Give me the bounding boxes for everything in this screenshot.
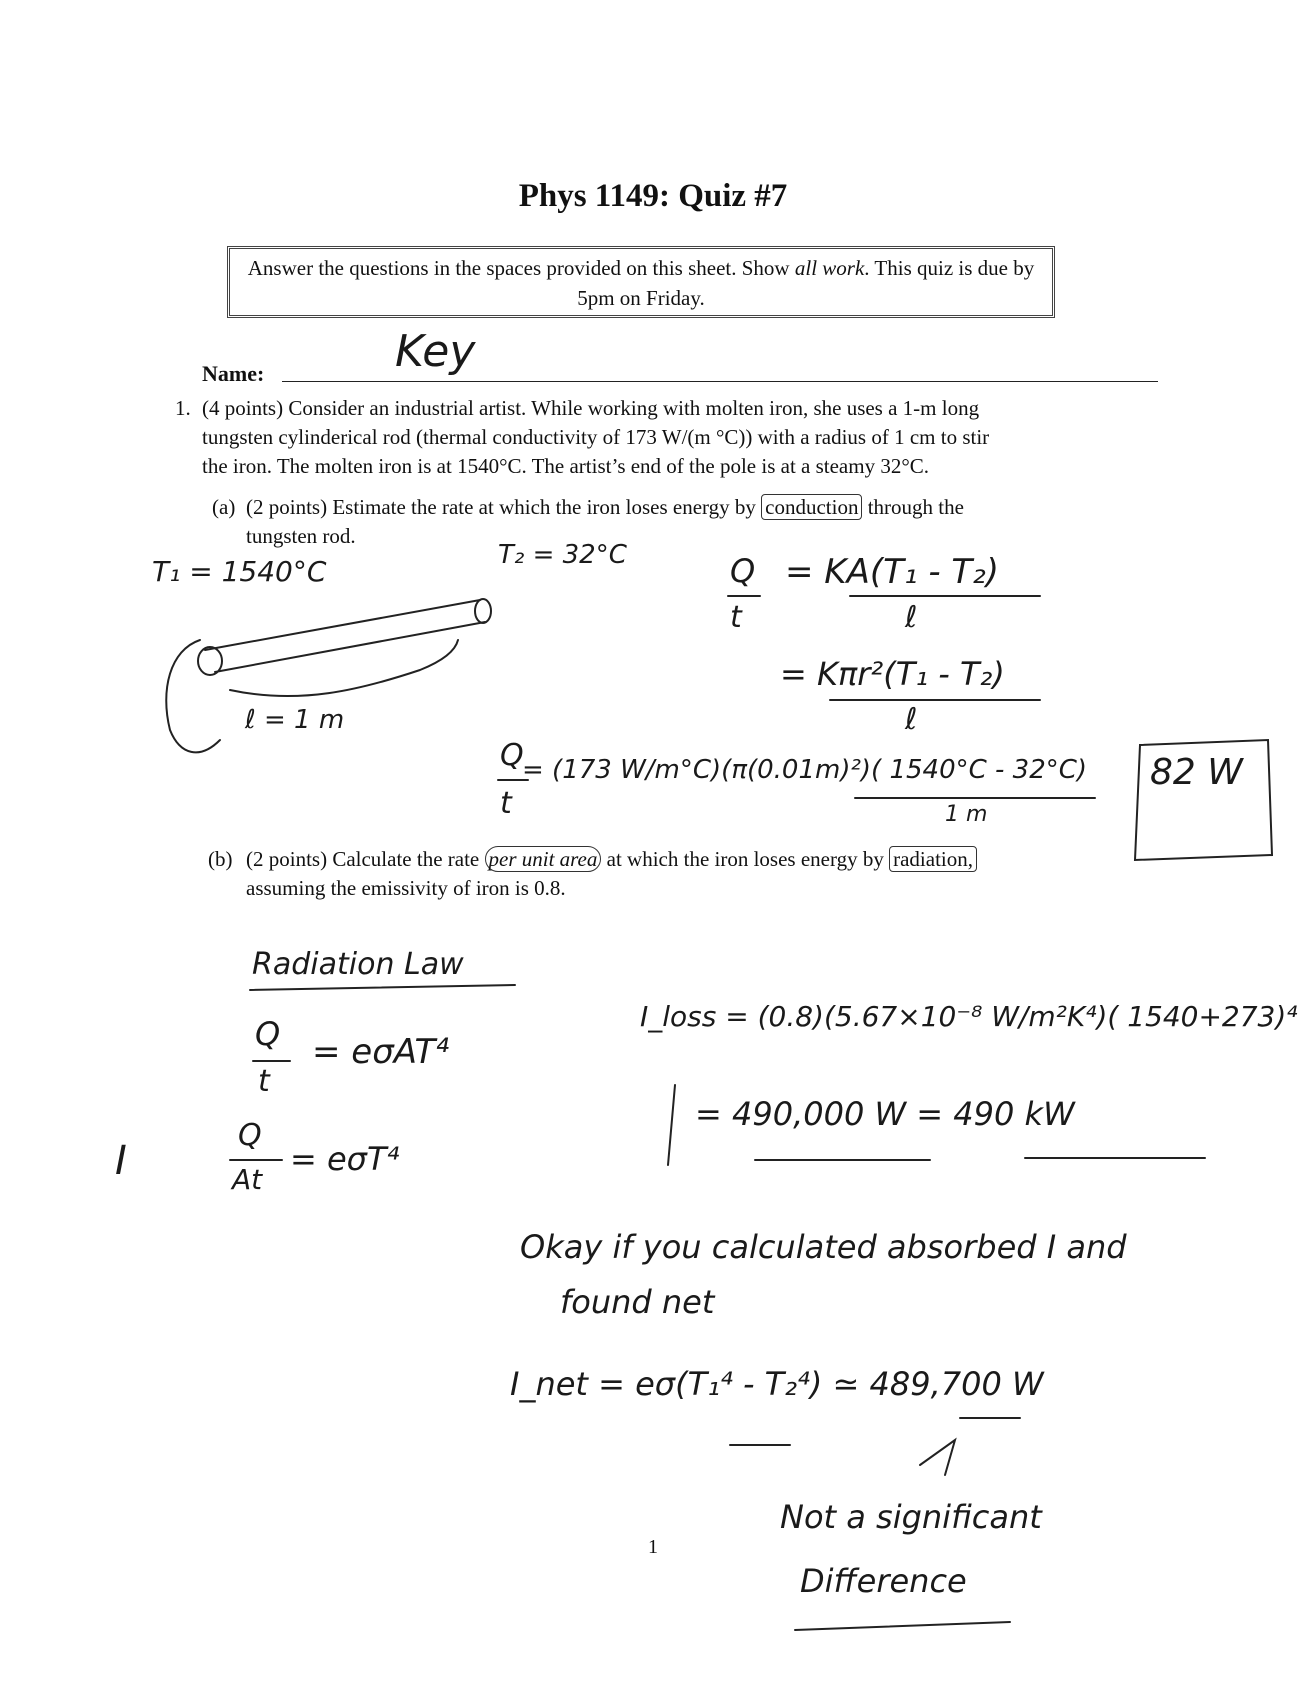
hw-f2-den: ℓ <box>905 702 918 737</box>
hw-f1-num: Q <box>730 552 756 590</box>
part-a-boxed-term: conduction <box>761 494 862 520</box>
iron-blob <box>166 640 220 752</box>
part-a-label: (a) <box>212 495 236 519</box>
hw-rad-formula: = eσAT⁴ <box>312 1032 449 1072</box>
hw-f1-den: t <box>730 600 742 635</box>
name-value: Key <box>395 326 476 377</box>
part-a-text-line2: tungsten rod. <box>246 524 356 548</box>
hw-answer-a: 82 W <box>1150 752 1243 793</box>
hw-i-num: Q <box>238 1118 262 1153</box>
length-brace <box>230 640 458 696</box>
hw-rad-num: Q <box>255 1015 281 1053</box>
hw-note3: Not a significant <box>780 1498 1042 1536</box>
instructions-text: Answer the questions in the spaces provided on this sheet. Show <box>247 256 795 280</box>
hw-sub-den-len: 1 m <box>945 802 988 827</box>
hw-rad-den: t <box>258 1064 270 1099</box>
hw-t2: T₂ = 32°C <box>498 540 627 570</box>
part-b-emphasis: per unit area <box>485 846 602 872</box>
instructions-text-end: . This quiz is due by 5pm on Friday. <box>577 256 1035 310</box>
hw-i-net: I_net = eσ(T₁⁴ - T₂⁴) ≃ 489,700 W <box>510 1365 1044 1403</box>
rod-end-cap <box>475 599 491 623</box>
difference-underline <box>795 1622 1010 1630</box>
hw-i-den: At <box>232 1163 263 1196</box>
hw-note1: Okay if you calculated absorbed I and <box>520 1228 1127 1266</box>
rod-bottom-edge <box>215 622 485 672</box>
hw-sub-num: Q <box>500 738 524 773</box>
part-a-text <box>246 493 964 522</box>
hw-f1-rhs: = KA(T₁ - T₂) <box>785 552 1000 592</box>
page-number: 1 <box>648 1536 658 1558</box>
hw-f1-den-l: ℓ <box>905 600 918 635</box>
hw-i-lhs: I <box>115 1138 127 1184</box>
hw-length: ℓ = 1 m <box>245 705 345 735</box>
hw-i-loss-result: = 490,000 W = 490 kW <box>695 1095 1075 1133</box>
hw-note2: found net <box>560 1283 715 1321</box>
rod-start-cap <box>198 647 222 675</box>
part-a-prefix: (2 points) Estimate the rate at which the iron loses energy by <box>246 495 756 519</box>
question-text-line1: (4 points) Consider an industrial artist. While working with molten iron, she uses a 1-m long <box>202 396 980 420</box>
part-b-middle: at which the iron loses energy by <box>606 847 884 871</box>
hw-i-loss: I_loss = (0.8)(5.67×10⁻⁸ W/m²K⁴)( 1540+273)⁴ <box>640 1000 1298 1033</box>
part-b-label: (b) <box>208 847 233 871</box>
name-underline <box>282 381 1158 382</box>
question-number: 1. <box>175 396 191 420</box>
result-bracket <box>668 1085 675 1165</box>
instructions-emphasis: all work <box>794 256 865 280</box>
name-label: Name: <box>202 361 265 386</box>
question-text-line2: tungsten cylinderical rod (thermal conductivity of 173 W/(m °C)) with a radius of 1 cm to stir <box>202 425 990 449</box>
instructions-box <box>227 246 1055 318</box>
part-a-suffix: through the <box>867 495 964 519</box>
hw-sub-den: t <box>500 786 512 821</box>
hw-t1: T₁ = 1540°C <box>152 555 327 588</box>
rod-top-edge <box>205 600 480 650</box>
hw-radiation-law: Radiation Law <box>252 947 464 982</box>
part-b-prefix: (2 points) Calculate the rate <box>246 847 480 871</box>
radiation-law-underline <box>250 985 515 990</box>
question-text-line3: the iron. The molten iron is at 1540°C. The artist’s end of the pole is at a steamy 32°C. <box>202 454 929 478</box>
hw-note4: Difference <box>800 1562 967 1600</box>
hw-substitution: = (173 W/m°C)(π(0.01m)²)( 1540°C - 32°C) <box>522 755 1088 785</box>
hw-i-rhs: = eσT⁴ <box>290 1140 400 1178</box>
arrow-up <box>920 1440 955 1475</box>
page-title: Phys 1149: Quiz #7 <box>518 178 788 214</box>
part-b-boxed-term: radiation, <box>889 846 977 872</box>
part-b-text-line2: assuming the emissivity of iron is 0.8. <box>246 876 566 900</box>
hw-f2: = Kπr²(T₁ - T₂) <box>780 655 1005 693</box>
part-b-text <box>246 845 977 874</box>
